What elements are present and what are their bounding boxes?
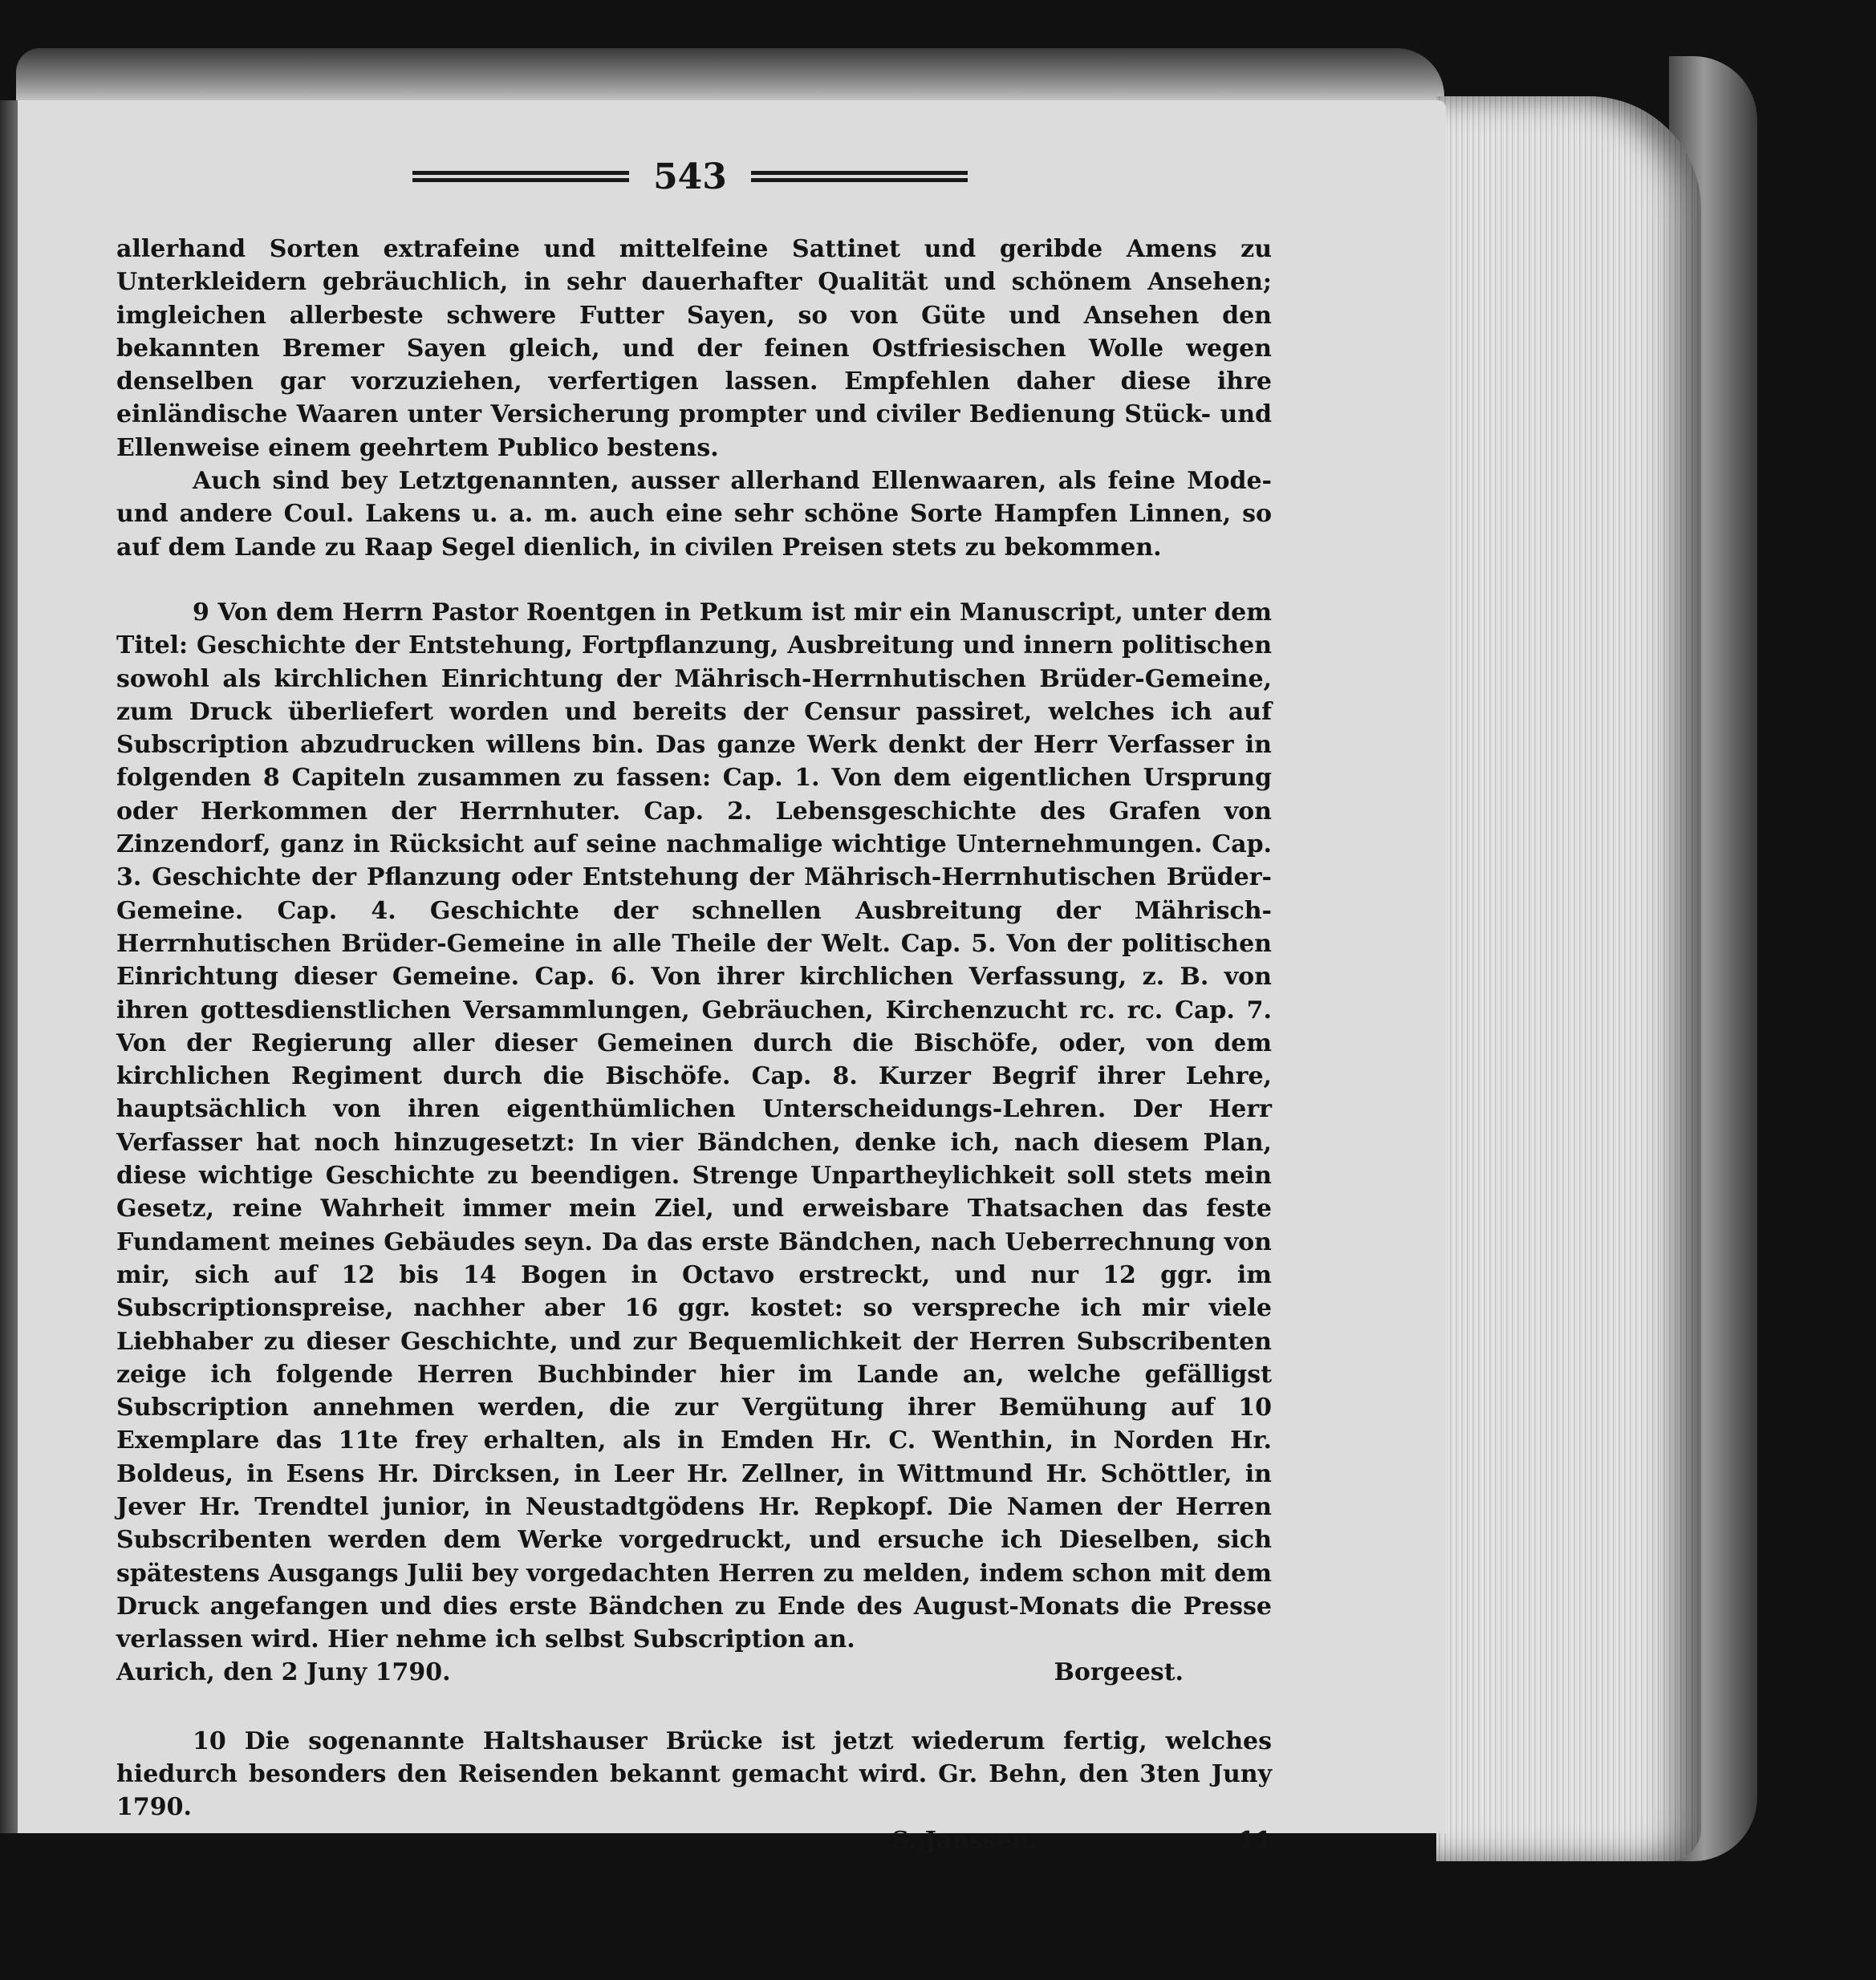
notice-10-signature-line bbox=[116, 1824, 1272, 1857]
paragraph-addendum: Auch sind bey Letztgenannten, ausser allerhand Ellenwaaren, als feine Mode- und andere Coul. Lakens u. a. m. auch eine sehr schöne Sorte Hampfen Linnen, so auf dem Lande zu Raap Segel dienlich, in civilen Preisen stets zu bekommen. bbox=[116, 467, 1272, 562]
page-edges bbox=[1436, 96, 1701, 1861]
signature: Borgeest. bbox=[1054, 1658, 1184, 1687]
notice-9-signature-line bbox=[116, 1656, 1272, 1689]
header-rule-right bbox=[751, 171, 968, 182]
paragraph-notice-9: 9 Von dem Herrn Pastor Roentgen in Petkum ist mir ein Manuscript, unter dem Titel: Geschichte der Entstehung, Fortpflanzung, Ausbreitung und innern politischen sowohl als kirchlichen Einrichtung der Mährisch-Herrnhutischen Brüder-Gemeine, zum Druck überliefert worden und bereits der Censur passiret, welches ich auf Subscription abzudrucken willens bin. Das ganze Werk denkt der Herr Verfasser in folgenden 8 Capiteln zusammen zu fassen: Cap. 1. Von dem eigentlichen Ursprung oder Herkommen der Herrnhuter. Cap. 2. Lebensgeschichte des Grafen von Zinzendorf, ganz in Rücksicht auf seine nachmalige wichtige Unternehmungen. Cap. 3. Geschichte der Pflanzung oder Entstehung der Mährisch-Herrnhutischen Brüder-Gemeine. Cap. 4. Geschichte der schnellen Ausbreitung der Mährisch-Herrnhutischen Brüder-Gemeine in alle Theile der Welt. Cap. 5. Von der politischen Einrichtung dieser Gemeine. Cap. 6. Von ihrer kirchlichen Verfassung, z. B. von ihren gottesdienstlichen Versammlungen, Gebräuchen, Kirchenzucht rc. rc. Cap. 7. Von der Regierung aller dieser Gemeinen durch die Bischöfe, oder, von dem kirchlichen Regiment durch die Bischöfe. Cap. 8. Kurzer Begrif ihrer Lehre, hauptsächlich von ihren eigenthümlichen Unterscheidungs-Lehren. Der Herr Verfasser hat noch hinzugesetzt: In vier Bändchen, denke ich, nach diesem Plan, diese wichtige Geschichte zu beendigen. Strenge Unpartheylichkeit soll stets mein Gesetz, reine Wahrheit immer mein Ziel, und erweisbare Thatsachen das feste Fundament meines Gebäudes seyn. Da das erste Bändchen, nach Ueberrechnung von mir, sich auf 12 bis 14 Bogen in Octavo erstreckt, und nur 12 ggr. im Subscriptionspreise, nachher aber 16 ggr. kostet: so verspreche ich mir viele Liebhaber zu dieser Geschichte, und zur Bequemlichkeit der Herren Subscribenten zeige ich folgende Herren Buchbinder hier im Lande an, welche gefälligst Subscription annehmen werden, die zur Vergütung ihrer Bemühung auf 10 Exemplare das 11te frey erhalten, als in Emden Hr. C. Wenthin, in Norden Hr. Boldeus, in Esens Hr. Dircksen, in Leer Hr. Zellner, in Wittmund Hr. Schöttler, in Jever Hr. Trendtel junior, in Neustadtgödens Hr. Repkopf. Die Namen der Herren Subscribenten werden dem Werke vorgedruckt, und ersuche ich Dieselben, sich spätestens Ausgangs Julii bey vorgedachten Herren zu melden, indem schon mit dem Druck angefangen und dies erste Bändchen zu Ende des August-Monats die Presse verlassen wird. Hier nehme ich selbst Subscription an. bbox=[116, 598, 1272, 1654]
paragraph-continued: allerhand Sorten extrafeine und mittelfeine Sattinet und geribde Amens zu Unterkleidern gebräuchlich, in sehr dauerhafter Qualität und schönem Ansehen; imgleichen allerbeste schwere Futter Sayen, so von Güte und Ansehen den bekannten Bremer Sayen gleich, und der feinen Ostfriesischen Wolle wegen denselben gar vorzuziehen, verfertigen lassen. Empfehlen daher diese ihre einländische Waaren unter Versicherung prompter und civiler Bedienung Stück- und Ellenweise einem geehrtem Publico bestens. bbox=[116, 235, 1272, 462]
left-page-edge bbox=[0, 100, 18, 1833]
signature: S. Janssen. bbox=[891, 1826, 1038, 1855]
place-date: Aurich, den 2 Juny 1790. bbox=[116, 1658, 451, 1687]
paragraph-notice-10: 10 Die sogenannte Haltshauser Brücke ist jetzt wiederum fertig, welches hiedurch besonders den Reisenden bekannt gemacht wird. Gr. Behn, den 3ten Juny 1790. bbox=[116, 1726, 1272, 1822]
page-header bbox=[385, 152, 995, 201]
catchword: 11 bbox=[1238, 1826, 1272, 1855]
page-text bbox=[116, 233, 1272, 1857]
header-rule-left bbox=[412, 171, 629, 182]
book-cover-top bbox=[16, 48, 1444, 104]
page-number: 543 bbox=[653, 156, 727, 197]
